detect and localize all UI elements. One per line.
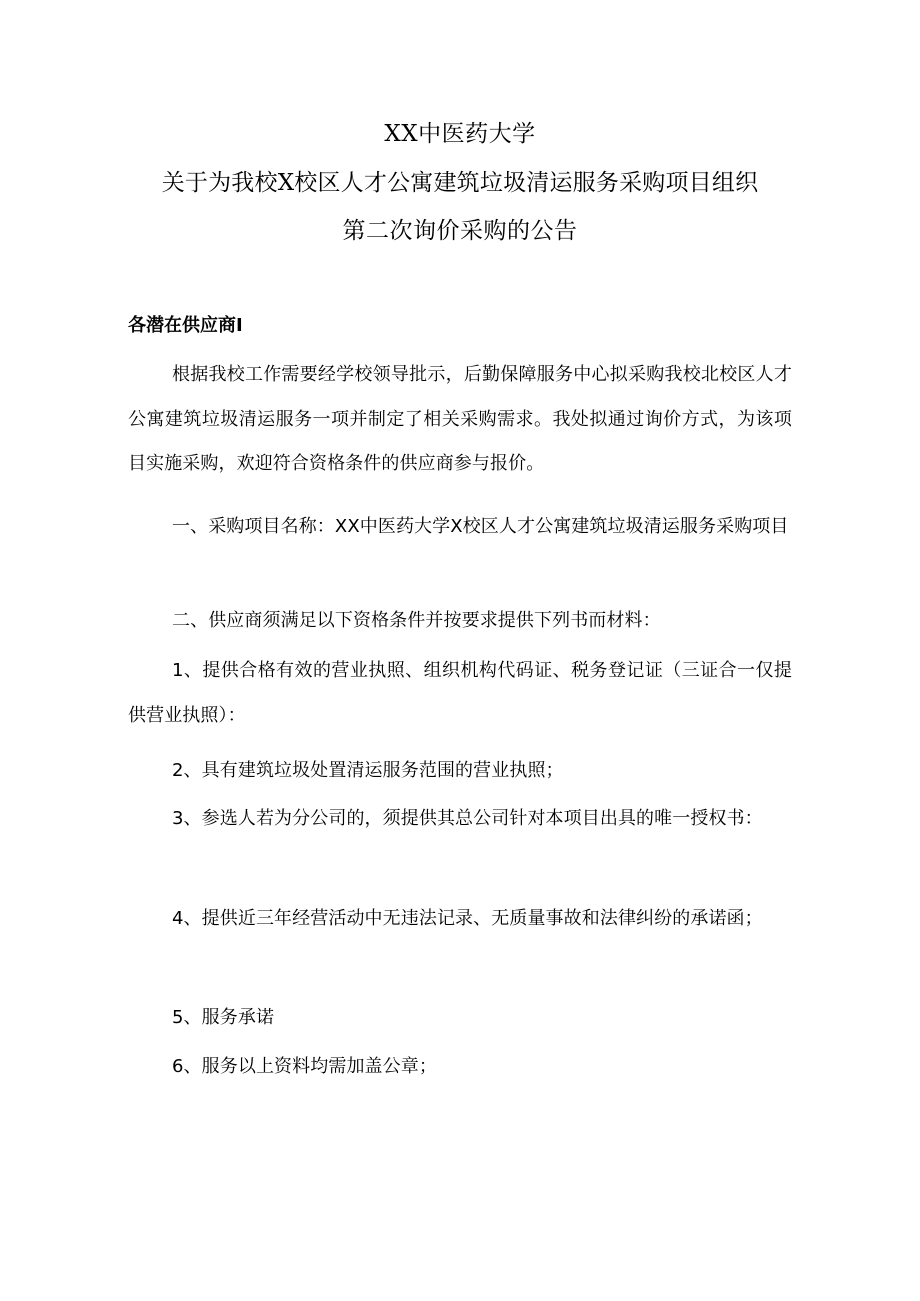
list-item-3: 3、参选人若为分公司的，须提供其总公司针对本项目出具的唯一授权书： (172, 808, 763, 829)
document-title-line-2: 关于为我校X校区人才公寓建筑垃圾清运服务采购项目组织 (161, 170, 759, 196)
document-title-line-1: XX中医药大学 (384, 121, 536, 147)
paragraph-project-name: 一、采购项目名称：XX中医药大学X校区人才公寓建筑垃圾清运服务采购项目 (172, 516, 789, 537)
paragraph-intro: 根据我校工作需要经学校领导批示，后勤保障服务中心拟采购我校北校区人才公寓建筑垃圾清运服务一项并制定了相关采购需求。我处拟通过询价方式，为该项目实施采购，欢迎符合资格条件的供应商参与报价。 (128, 364, 792, 474)
list-item-5: 5、服务承诺 (172, 1007, 275, 1028)
list-item-4: 4、提供近三年经营活动中无违法记录、无质量事故和法律纠纷的承诺函； (172, 908, 763, 929)
list-item-1: 1、提供合格有效的营业执照、组织机构代码证、税务登记证（三证合一仅提供营业执照）： (128, 660, 792, 726)
paragraph-qualification-header: 二、供应商须满足以下资格条件并按要求提供下列书而材料： (172, 610, 661, 631)
salutation: 各潜在供应商I (128, 315, 243, 336)
list-item-2: 2、具有建筑垃圾处置清运服务范围的营业执照； (172, 760, 564, 781)
document-title-line-3: 第二次询价采购的公告 (342, 218, 578, 244)
list-item-6: 6、服务以上资料均需加盖公章； (172, 1056, 437, 1077)
